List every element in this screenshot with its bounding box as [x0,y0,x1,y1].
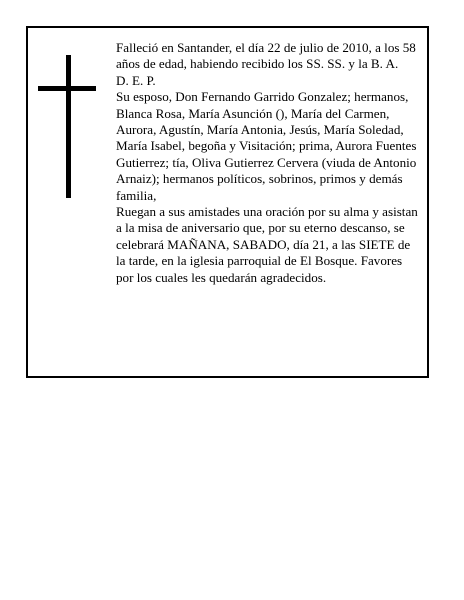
death-announcement: Falleció en Santander, el día 22 de julio de 2010, a los 58 años de edad, habiendo recibido los SS. SS. y la B. A. [116,40,416,72]
cross-icon [28,28,128,228]
obituary-notice [26,26,429,378]
family-list: Su esposo, Don Fernando Garrido Gonzalez; hermanos, Blanca Rosa, María Asunción (), María del Carmen, Aurora, Agustín, María Antonia, Jesús, María Soledad, María Isabel, begoña y Visitación; prima, Aurora Fuentes Gutierrez; tía, Oliva Gutierrez Cervera (viuda de Antonio Arnaiz); hermanos políticos, sobrinos, primos y demás familia, [116,89,417,203]
cross-horizontal-bar [38,86,96,91]
rip-abbreviation: D. E. P. [116,72,156,88]
cross-vertical-bar [66,55,71,198]
mass-invitation: Ruegan a sus amistades una oración por su alma y asistan a la misa de aniversario que, por su eterno descanso, se celebrará MAÑANA, SABADO, día 21, a las SIETE de la tarde, en la iglesia parroquial de El Bosque. Favores por los cuales les quedarán agradecidos. [116,204,418,285]
obituary-text [116,40,422,286]
